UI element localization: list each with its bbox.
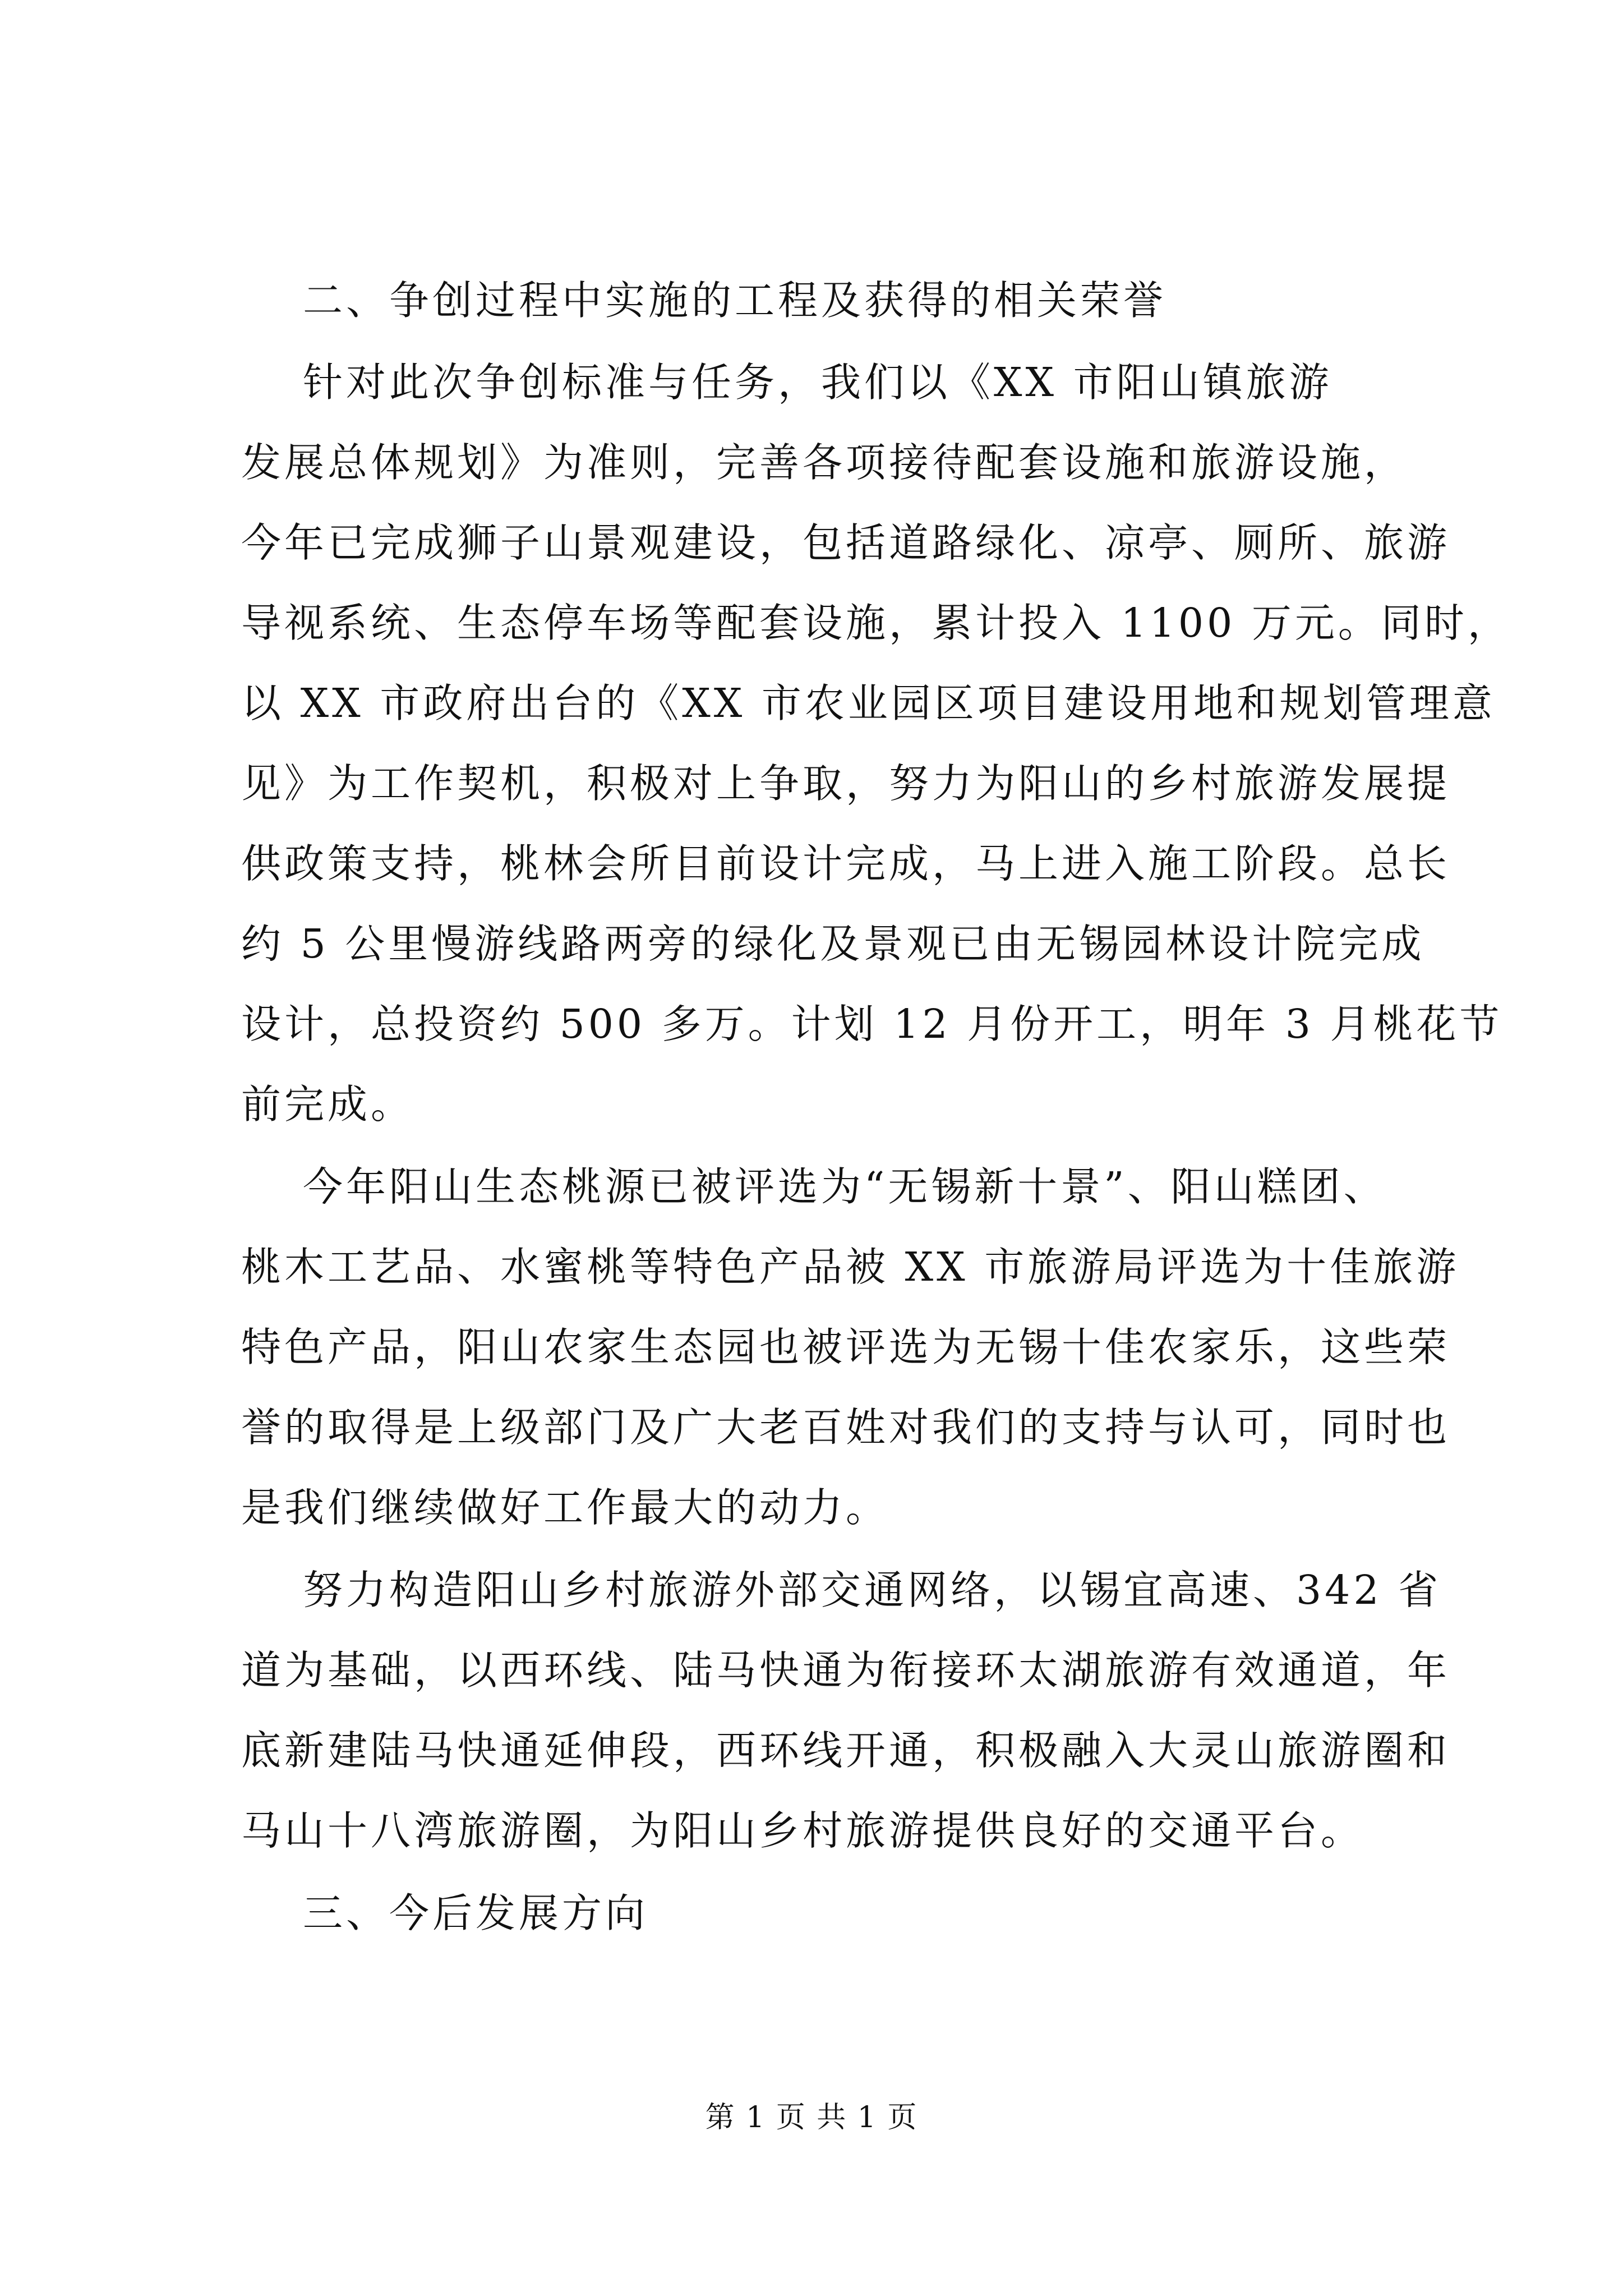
paragraph-line: 特色产品，阳山农家生态园也被评选为无锡十佳农家乐，这些荣: [241, 1324, 1451, 1370]
paragraph-line: 针对此次争创标准与任务，我们以《XX 市阳山镇旅游: [303, 359, 1332, 406]
paragraph-line: 马山十八湾旅游圈，为阳山乡村旅游提供良好的交通平台。: [241, 1807, 1364, 1854]
paragraph-line: 桃木工艺品、水蜜桃等特色产品被 XX 市旅游局评选为十佳旅游: [241, 1244, 1460, 1290]
paragraph-line: 设计，总投资约 500 多万。计划 12 月份开工，明年 3 月桃花节: [241, 1001, 1503, 1047]
paragraph-line: 道为基础，以西环线、陆马快通为衔接环太湖旅游有效通道，年: [241, 1647, 1451, 1694]
paragraph-line: 是我们继续做好工作最大的动力。: [241, 1484, 889, 1531]
paragraph-line: 约 5 公里慢游线路两旁的绿化及景观已由无锡园林设计院完成: [241, 921, 1425, 967]
paragraph-line: 底新建陆马快通延伸段，西环线开通，积极融入大灵山旅游圈和: [241, 1727, 1451, 1774]
paragraph-line: 见》为工作契机，积极对上争取，努力为阳山的乡村旅游发展提: [241, 760, 1451, 807]
paragraph-line: 今年阳山生态桃源已被评选为“无锡新十景”、阳山糕团、: [303, 1163, 1387, 1210]
paragraph-line: 努力构造阳山乡村旅游外部交通网络，以锡宜高速、342 省: [303, 1567, 1442, 1613]
paragraph-line: 发展总体规划》为准则，完善各项接待配套设施和旅游设施，: [241, 439, 1408, 486]
paragraph-line: 以 XX 市政府出台的《XX 市农业园区项目建设用地和规划管理意: [241, 680, 1496, 726]
section-heading-3: 三、今后发展方向: [303, 1890, 649, 1936]
paragraph-line: 前完成。: [241, 1081, 414, 1128]
paragraph-line: 誉的取得是上级部门及广大老百姓对我们的支持与认可，同时也: [241, 1404, 1451, 1451]
page-footer: 第 1 页 共 1 页: [705, 2101, 918, 2134]
paragraph-line: 导视系统、生态停车场等配套设施，累计投入 1100 万元。同时，: [241, 600, 1511, 646]
section-heading-2: 二、争创过程中实施的工程及获得的相关荣誉: [303, 277, 1167, 324]
paragraph-line: 供政策支持，桃林会所目前设计完成，马上进入施工阶段。总长: [241, 840, 1451, 887]
paragraph-line: 今年已完成狮子山景观建设，包括道路绿化、凉亭、厕所、旅游: [241, 519, 1451, 566]
